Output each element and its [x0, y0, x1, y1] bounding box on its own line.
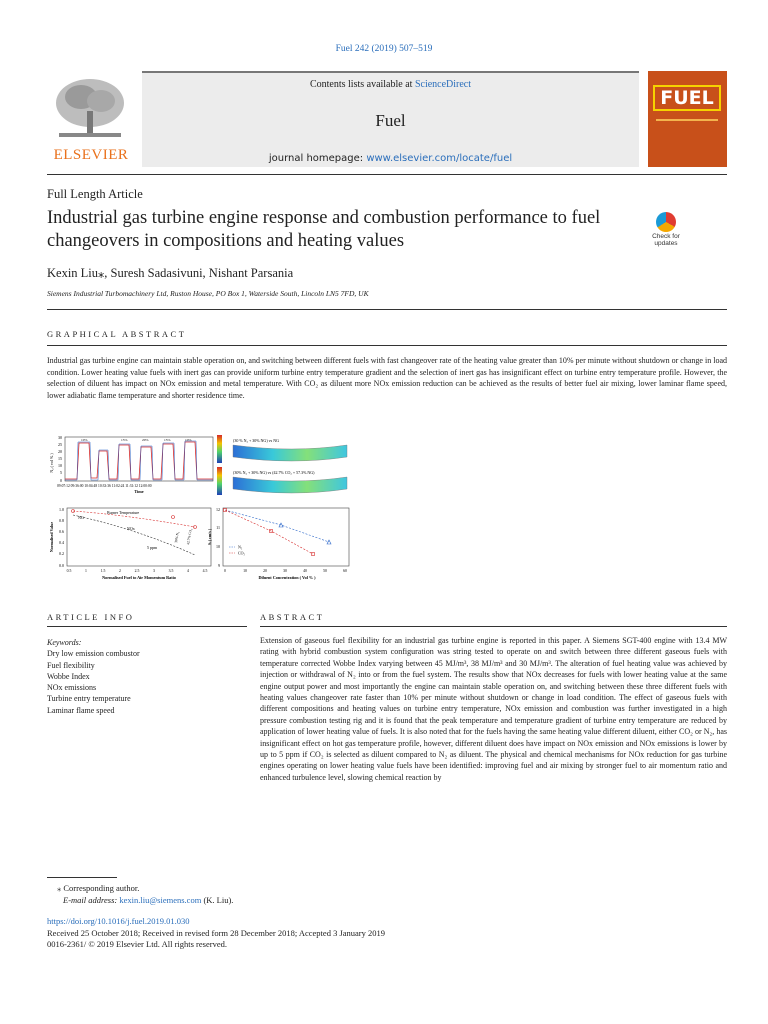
p3-burner-label: Burner Temperature [107, 510, 140, 515]
p3-xtick: 2.5 [134, 569, 140, 573]
p1-ytick: 25 [58, 442, 62, 447]
p1-percent-label: 10% [185, 438, 192, 442]
panel-n2-time [49, 435, 213, 494]
p3-ppm-label: 5 ppm [147, 545, 158, 550]
keyword: Wobbe Index [47, 671, 90, 681]
p4-xtick: 30 [283, 569, 287, 573]
p4-ytick: 12 [216, 507, 220, 512]
p2-bottom-label: (30% N₂ + 30% NG) vs (42.7% CO₂ + 57.3% NG) [233, 470, 315, 475]
article-type: Full Length Article [47, 187, 143, 201]
p1-ytick: 0 [60, 478, 62, 483]
p3-ylabel: Normalised Value [49, 521, 54, 553]
article-title: Industrial gas turbine engine response and combustion performance to fuel changeovers in compositions and heating values [47, 208, 601, 251]
copyright-notice: 0016-2361/ © 2019 Elsevier Ltd. All rights reserved. [47, 939, 227, 949]
journal-name: Fuel [375, 111, 406, 130]
p3-n2-point [172, 516, 175, 519]
keyword: Fuel flexibility [47, 660, 95, 670]
p3-ytick: 0.8 [59, 518, 64, 523]
p3-nox-label: NOx [127, 526, 135, 531]
p1-ytick: 5 [60, 470, 62, 475]
graphical-abstract-text: Industrial gas turbine engine can maintain stable operation on, and switching between different fuels with fast changeover rate of the heating value greater than 10% per minute without shutdown or change in load condition. Lower heating value fuels with inert gas can provide uniform turbine entry temperature gradient and the selection of inert gas has insignificant effect on turbine entry temperature profile. However, the selection of diluent has impact on NOx emission and metal temperature. With CO₂ as diluent more NOx emission reduction can be achieved as the results of better fuel air mixing, lower laminar flame speed, lower adiabatic flame temperature and shorter residence time. [47, 356, 727, 400]
abstract-divider [260, 626, 727, 627]
graphical-abstract-heading: GRAPHICAL ABSTRACT [47, 329, 187, 339]
author-list: Kexin Liu⁎, Suresh Sadasivuni, Nishant Parsania [47, 266, 294, 280]
p1-ytick: 15 [58, 456, 62, 461]
p4-ytick: 9 [218, 563, 220, 568]
p1-ylabel: N₂ ( vol % ) [49, 453, 54, 473]
p4-xlabel: Diluent Concentration ( Vol % ) [258, 575, 316, 580]
p4-ylabel: Sₗ ( cm/s ) [207, 528, 212, 546]
elsevier-tree-icon [51, 75, 129, 141]
abstract-text: Extension of gaseous fuel flexibility for an industrial gas turbine engine is reported in this paper. A Siemens SGT-400 engine with 13.4 MW rating with hybrid combustion system configuration was string tested to operate on and switch between three different gaseous fuels with temperature corrected Wobbe Index varying between 45 MJ/m³, 38 MJ/m³ and 30 MJ/m³. The alteration of fuel heating value was achieved by injection or withdrawal of N₂ into or from the fuel system. The results show that NOx decreases for fuels with lower heating value at the same engine output power and most importantly the engine can maintain stable operation on, and switching between these three different fuels with heating values changeover rate faster than 10% per minute without shutdown or change in load condition. The effect of gaseous fuels with different compositions and heating values on turbine entry temperature, NOx emission and combustion was further investigated in a high pressure combustion testing rig and it is found that the peak temperature and temperature gradient of turbine entry temperature are reduced by application of lower heating value of fuels. It is also noted that for the fuels having the same heating value different diluent, either CO₂ or N₂, has insignificant effect on hot gas temperature profile, however, different diluent does have impact on NOx emission and NOx emissions is lower by up to 5 ppm if CO₂ is selected as diluent compared to N₂ as diluent. The physical and chemical mechanisms for NOx reduction for gas turbine engines operating on lower heating value fuels have been identified: improving fuel and air mixing by stronger fuel to air momentum ratio and enhanced turbulence level, slowing chemical reaction by [260, 636, 727, 782]
crossmark-icon [656, 212, 676, 232]
p1-percent-label: 20% [142, 438, 149, 442]
panel-flame-speed [207, 507, 349, 580]
journal-homepage [142, 153, 639, 164]
p3-xtick: 4.5 [202, 569, 208, 573]
p3-xtick: 1.5 [100, 569, 106, 573]
p4-legend-n2: N₂ [238, 544, 243, 550]
footnote [57, 882, 233, 906]
graphical-abstract-divider [47, 345, 727, 346]
p4-legend-co2: CO₂ [238, 550, 245, 556]
footnote-divider [47, 877, 117, 878]
publisher-name: ELSEVIER [53, 147, 129, 163]
p3-ytick: 0.2 [59, 551, 64, 556]
p3-xtick: 3.5 [168, 569, 174, 573]
p3-n2-label: 30% N₂ [174, 531, 180, 544]
p3-ytick: 1.0 [59, 507, 64, 512]
keyword: Laminar flame speed [47, 705, 115, 715]
article-info-heading: ARTICLE INFO [47, 612, 135, 622]
p1-percent-label: 15% [121, 438, 128, 442]
p4-xtick: 50 [323, 569, 327, 573]
p1-ytick: 20 [58, 449, 62, 454]
p1-percent-label: 15% [164, 438, 171, 442]
p2-top-contour [233, 445, 347, 461]
corresponding-author-note: ⁎ Corresponding author. [57, 883, 140, 893]
keyword: Turbine entry temperature [47, 694, 131, 704]
homepage-prefix: journal homepage: [268, 153, 367, 164]
p1-n2-trace [65, 442, 213, 479]
p3-xtick: 1 [85, 569, 87, 573]
p3-xtick: 3 [153, 569, 155, 573]
p1-percent-label: 10% [81, 438, 88, 442]
p3-ytick: 0.0 [59, 563, 64, 568]
crossmark-label: Check for updates [652, 233, 680, 247]
contents-prefix: Contents lists available at [309, 79, 415, 90]
doi-link[interactable]: https://doi.org/10.1016/j.fuel.2019.01.030 [47, 916, 190, 926]
p3-co2-label: 42.7% CO₂ [186, 528, 193, 546]
p4-xtick: 60 [343, 569, 347, 573]
publication-history: Received 25 October 2018; Received in revised form 28 December 2018; Accepted 3 January 2019 [47, 927, 385, 938]
graphical-abstract-figure [47, 431, 367, 581]
keyword: Dry low emission combustor [47, 649, 140, 659]
crossmark-badge[interactable] [648, 212, 684, 252]
p4-ytick: 10 [216, 544, 220, 549]
p4-xtick: 10 [243, 569, 247, 573]
email-label: E-mail address: [63, 895, 120, 905]
header-divider [47, 174, 727, 175]
title-divider [47, 309, 727, 310]
p3-ytick: 0.6 [59, 529, 64, 534]
homepage-link[interactable]: www.elsevier.com/locate/fuel [366, 153, 513, 164]
publication-info [47, 916, 385, 951]
p3-xtick: 0.5 [66, 569, 72, 573]
masthead-center [142, 71, 639, 167]
p4-xtick: 20 [263, 569, 267, 573]
p2-top-label: (30 % N₂ + 30% NG) vs NG [233, 438, 279, 443]
keyword: NOx emissions [47, 683, 97, 693]
p3-ng-label: NG [78, 515, 84, 520]
abstract-heading: ABSTRACT [260, 612, 325, 622]
p1-ytick: 30 [58, 435, 62, 440]
email-suffix: (K. Liu). [201, 895, 234, 905]
p3-ytick: 0.4 [59, 540, 64, 545]
email-line [57, 894, 233, 906]
article-info-divider [47, 626, 247, 627]
p3-xtick: 2 [119, 569, 121, 573]
cover-title: FUEL [653, 85, 721, 111]
p1-ytick: 10 [58, 463, 62, 468]
p4-xtick: 40 [303, 569, 307, 573]
journal-cover-image[interactable] [648, 71, 727, 167]
author-email-link[interactable]: kexin.liu@siemens.com [119, 895, 202, 905]
p3-xtick: 4 [187, 569, 189, 573]
p4-n2-line [225, 510, 329, 542]
p4-xtick: 0 [224, 569, 226, 573]
p1-xticks: 09:07:12 09:36:00 10:04:48 10:33:36 11:02:24 11:31:12 12:00:00 [57, 484, 152, 488]
keywords-label: Keywords: [47, 638, 82, 647]
elsevier-logo[interactable] [47, 71, 135, 167]
sciencedirect-link[interactable]: ScienceDirect [414, 79, 472, 90]
cover-decoration [656, 119, 718, 121]
panel-normalised-value [49, 507, 211, 580]
journal-citation[interactable]: Fuel 242 (2019) 507–519 [335, 44, 433, 54]
p1-xlabel: Time [134, 489, 144, 494]
contents-line [142, 79, 639, 90]
journal-masthead [47, 71, 727, 167]
panel-contour-maps [217, 435, 347, 495]
p4-ytick: 11 [216, 525, 220, 530]
p2-bottom-contour [233, 477, 347, 493]
p3-xlabel: Normalised Fuel to Air Momentum Ratio [102, 575, 176, 580]
affiliation: Siemens Industrial Turbomachinery Ltd, Ruston House, PO Box 1, Waterside South, Lincoln LN5 7FD, UK [47, 289, 369, 298]
keywords-block [47, 637, 247, 716]
